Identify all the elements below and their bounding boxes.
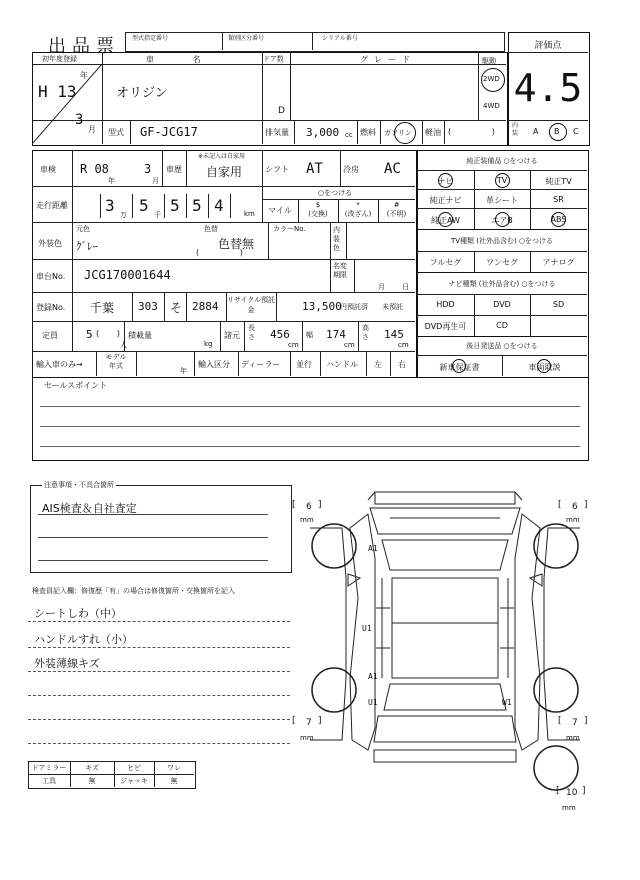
model-label: 型式 [108, 128, 124, 137]
tire-front-left [312, 524, 356, 568]
legend-h3: ヒビ [127, 764, 141, 772]
ac-label: 冷房 [343, 165, 359, 174]
mileage-d1: 3 [105, 196, 115, 215]
model-year-unit: 年 [180, 367, 187, 375]
legend-v2: 無 [88, 777, 96, 785]
interior-a: A [533, 127, 539, 136]
equip-tv-circle [495, 173, 510, 188]
equip-genuine-tv: 純正TV [545, 177, 572, 186]
tire-fr-bracket: [ [558, 500, 562, 510]
cc-unit: cc [345, 131, 353, 139]
interior-b: B [554, 127, 560, 136]
left-option: 左 [374, 360, 382, 369]
mileage-circle-note: ○をつける [318, 189, 353, 197]
equip-aw-circle [438, 212, 453, 227]
parallel-option: 並行 [296, 360, 312, 369]
handle-label: ハンドル [326, 360, 358, 369]
name-change-label: 名変期限 [333, 262, 347, 279]
reg-kana: そ [170, 301, 183, 315]
later-warranty-circle [452, 359, 466, 373]
name-change-day: 日 [402, 283, 409, 291]
reg-area: 千葉 [90, 301, 115, 315]
diagram-right-body [515, 514, 540, 750]
interior-color-label: 内装色 [333, 226, 340, 252]
spare-depth: 10 [566, 788, 578, 798]
orig-color-label: 元色 [76, 225, 90, 233]
legend-h2: キズ [85, 764, 99, 772]
drive-2wd: 2WD [483, 75, 500, 83]
mark-a1-rear: A1 [368, 672, 378, 681]
legend-h1: ドアミラー [31, 764, 67, 772]
serial-label: シリアル番号 [322, 35, 358, 42]
navi-sd: SD [552, 300, 565, 309]
later-manual: 車両取説 [528, 363, 561, 372]
equip-abs: ABS [550, 215, 567, 224]
notes-title: 注意事項・不具合箇所 [44, 481, 114, 489]
later-manual-circle [537, 359, 551, 373]
displacement-label: 排気量 [265, 128, 289, 137]
model-value: GF-JCG17 [140, 125, 198, 139]
tv-type-label: TV種類 (社外品含む) ○をつける [450, 237, 554, 245]
equip-navi: ナビ [437, 177, 454, 186]
dims-label: 諸元 [224, 331, 240, 340]
legend-h4: ワレ [167, 764, 181, 772]
grade-label: グレード [360, 55, 416, 64]
displacement-value: 3,000 [306, 126, 340, 139]
first-reg-label: 初年度登録 [42, 55, 77, 63]
tire-fl-bracket: [ [292, 500, 296, 510]
tire-rear-right [534, 668, 578, 712]
load-unit: kg [204, 340, 213, 348]
mileage-u2: 千 [154, 211, 161, 219]
category-label: 類別区分番号 [228, 35, 265, 42]
tv-analog: アナログ [542, 258, 575, 267]
color-change-label: 色替 [204, 225, 218, 233]
mileage-u1: 万 [120, 211, 127, 219]
capacity-value: 5 [86, 328, 93, 341]
usage-note: ※未記入は自家用 [198, 153, 246, 160]
month-unit: 月 [88, 125, 96, 134]
later-label: 後日発送品 ○をつける [466, 342, 538, 350]
tv-oneseg: ワンセグ [486, 258, 518, 267]
reg-label: 登録No. [36, 303, 66, 312]
navi-type-label: ナビ種類 (社外品含む) ○をつける [448, 280, 556, 288]
equip-tv: TV [496, 176, 508, 185]
import-label: 輸入車のみ→ [36, 360, 83, 369]
mileage-d2: 5 [139, 196, 149, 215]
tire-rr-depth: 7 [572, 718, 578, 728]
diagram-windshield [382, 540, 508, 570]
later-warranty: 新車保証書 [439, 363, 480, 372]
diagram-rear-window [384, 684, 506, 710]
width-value: 174 [326, 328, 346, 341]
mileage-label: 走行距離 [36, 201, 68, 210]
door-label: ドア数 [263, 55, 284, 63]
chassis-value: JCG170001644 [84, 268, 171, 282]
score-value: 4.5 [513, 66, 583, 110]
equip-leather: 革シート [486, 196, 518, 205]
equip-abs-circle [551, 212, 566, 227]
tire-fr-mm: mm [566, 516, 580, 524]
shift-value: AT [306, 161, 323, 177]
first-reg-year: H 13 [38, 82, 77, 101]
tire-fr-depth: 6 [572, 502, 578, 512]
tv-fullseg: フルセグ [429, 258, 462, 267]
km-unit: km [244, 210, 255, 218]
diagram-rear-bumper [374, 750, 516, 762]
recycle-value: 13,500 [302, 300, 342, 313]
genuine-label: 純正装備品 ○をつける [466, 157, 538, 165]
diagram-front-bumper [375, 492, 515, 504]
usage-label: 車歴 [166, 165, 182, 174]
shaken-year-unit: 年 [108, 177, 115, 185]
tire-fl-bracket-close: ] [318, 500, 322, 510]
width-cm: cm [344, 341, 355, 349]
inspector-line-1: シートしわ（中） [34, 607, 122, 620]
tire-rr-bracket: [ [558, 716, 562, 726]
mileage-d4: 5 [192, 196, 202, 215]
inspection-table [32, 150, 417, 378]
mileage-d3: 5 [170, 196, 180, 215]
navi-dvd-play: DVD再生可 [424, 322, 467, 331]
legend-v3: ジャッキ [120, 777, 148, 785]
tire-front-right [534, 524, 578, 568]
equip-navi-circle [438, 173, 453, 188]
capacity-unit: 人 [120, 341, 127, 349]
tire-rl-bracket: [ [292, 716, 296, 726]
reg-class: 303 [138, 300, 158, 313]
capacity-paren: ( ) [96, 329, 121, 338]
equip-airbag-circle [495, 212, 510, 227]
shift-label: シフト [265, 165, 289, 174]
tire-rr-bracket-close: ] [584, 716, 588, 726]
tamper-label: * (改ざん) [344, 201, 372, 218]
fuel-diesel: 軽油 [425, 128, 441, 137]
diagram-hood [370, 508, 520, 534]
spare-bracket-close: ] [582, 786, 586, 796]
spare-mm: mm [562, 804, 576, 812]
form-title: 出品票 [48, 36, 120, 57]
length-cm: cm [288, 341, 299, 349]
tire-rl-bracket-close: ] [318, 716, 322, 726]
color-no-label: カラーNo. [273, 225, 306, 233]
tire-rr-mm: mm [566, 734, 580, 742]
inspector-line-3: 外装薄線キズ [34, 657, 100, 670]
mark-u1-center: U1 [362, 624, 372, 633]
reg-num: 2884 [192, 300, 219, 313]
mileage-d5: 4 [214, 196, 224, 215]
right-option: 右 [398, 360, 406, 369]
car-diagram [290, 478, 600, 808]
drive-4wd: 4WD [483, 102, 500, 110]
recycle-none: 未預託 [382, 303, 403, 311]
drive-label: 駆動 [482, 57, 496, 65]
navi-dvd: DVD [493, 300, 511, 309]
fuel-label: 燃料 [360, 128, 376, 137]
diagram-trunk [374, 716, 516, 742]
spare-bracket: [ [556, 786, 560, 796]
interior-label: 内装 [512, 122, 519, 137]
shaken-month-unit: 月 [152, 177, 159, 185]
sales-point-box [32, 376, 589, 461]
tire-rl-depth: 7 [306, 718, 312, 728]
notes-line-1: AIS検査＆自社査定 [42, 502, 137, 515]
tire-fl-depth: 6 [306, 502, 312, 512]
equip-genuine-navi: 純正ナビ [429, 196, 462, 205]
type-approval-label: 型式指定番号 [132, 35, 169, 42]
equip-aw: 純正AW [431, 216, 460, 225]
chassis-label: 車台No. [36, 272, 66, 281]
usage-value: 自家用 [206, 165, 243, 179]
diagram-roof [392, 578, 498, 678]
ac-value: AC [384, 161, 401, 177]
score-label: 評価点 [534, 41, 562, 51]
navi-cd: CD [496, 321, 508, 330]
ext-color-label: 外装色 [38, 239, 62, 248]
sales-point-label: セールスポイント [44, 381, 108, 390]
inspector-title: 検査員記入欄：修復歴「有」の場合は修復箇所・交換箇所を記入 [32, 587, 235, 595]
recycle-label: リサイクル預託金 [226, 296, 276, 314]
tire-fl-mm: mm [300, 516, 314, 524]
color-change-paren: ( ) [196, 248, 243, 257]
equip-airbag: エアB [491, 216, 513, 225]
name-change-month: 月 [378, 283, 385, 291]
tire-rl-mm: mm [300, 734, 314, 742]
interior-c: C [573, 127, 579, 136]
shaken-month: 3 [144, 162, 152, 176]
equip-sr: SR [553, 195, 564, 204]
color-change-value: 色替無 [218, 237, 255, 251]
height-value: 145 [384, 328, 404, 341]
header-id-strip [125, 32, 505, 52]
width-label: 幅 [306, 331, 313, 339]
mark-u1-rear: U1 [368, 698, 378, 707]
tire-spare [534, 746, 578, 790]
car-name: オリジン [116, 86, 168, 101]
mark-a1-front: A1 [368, 544, 378, 553]
load-label: 積載量 [128, 331, 152, 340]
model-year-label: モデル 年式 [105, 353, 127, 370]
ext-color: ｸﾞﾚｰ [76, 240, 98, 253]
capacity-label: 定員 [42, 331, 58, 340]
car-name-label: 車 名 [146, 55, 219, 64]
door-d: D [278, 106, 285, 116]
inspector-line-2: ハンドルすれ（小） [34, 633, 133, 646]
dealer-option: ディーラー [241, 360, 281, 369]
legend-v4: 無 [170, 777, 178, 785]
fuel-gasoline: ガソリン [384, 129, 412, 137]
shaken-label: 車検 [40, 165, 56, 174]
height-label: 高さ [362, 324, 369, 341]
exchange-label: $ (交換) [308, 201, 328, 218]
mile-label: マイル [268, 206, 292, 215]
recycle-status: 円預託済 [340, 303, 368, 311]
length-label: 長さ [248, 324, 255, 341]
fuel-paren: ( ) [448, 127, 495, 136]
tire-rear-left [312, 668, 356, 712]
year-unit: 年 [80, 71, 88, 80]
navi-hdd: HDD [436, 300, 455, 309]
height-cm: cm [398, 341, 409, 349]
legend-v1: 工具 [42, 777, 56, 785]
mark-w1-rear: W1 [502, 698, 512, 707]
unknown-label: # (不明) [386, 201, 407, 218]
length-value: 456 [270, 328, 290, 341]
tire-fr-bracket-close: ] [584, 500, 588, 510]
shaken-value: R 08 [80, 162, 109, 176]
import-class-label: 輸入区分 [198, 360, 230, 369]
first-reg-month: 3 [75, 112, 84, 128]
